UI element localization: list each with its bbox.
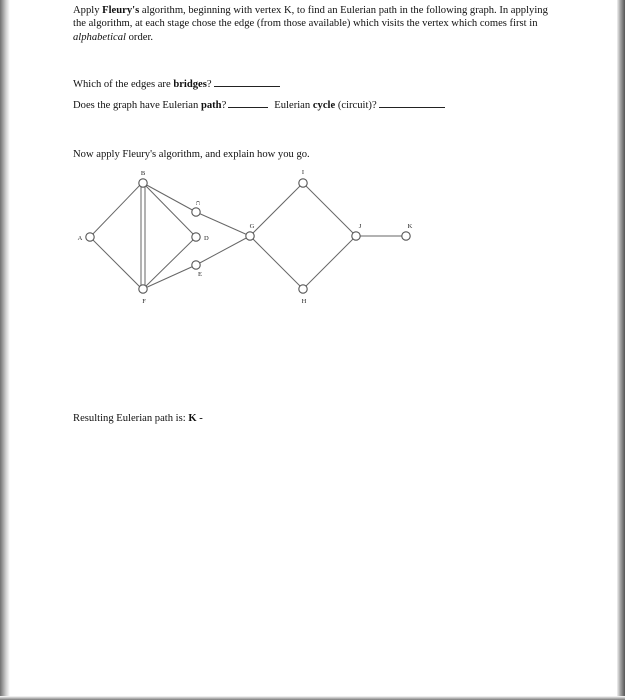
graph-diagram	[60, 160, 420, 320]
vertex-A	[86, 233, 94, 241]
vertex-F	[139, 285, 147, 293]
vertex-K	[402, 232, 410, 240]
alphabetical-italic: alphabetical	[73, 31, 126, 43]
edge-A-B	[90, 183, 142, 237]
intro-paragraph: Apply Fleury's algorithm, beginning with vertex K, to find an Eulerian path in the following graph. In applying the algorithm, at each stage chose the edge (from those available) which visits the vertex which comes first in alphabetical order.	[73, 5, 548, 43]
edge-F-D	[143, 237, 196, 289]
vertex-J	[352, 232, 360, 240]
vertex-E	[192, 261, 200, 269]
result-line: Resulting Eulerian path is: K -	[73, 413, 203, 424]
page-bottom-edge	[0, 696, 625, 700]
label-E: E	[198, 271, 202, 278]
cycle-question: Eulerian cycle (circuit)?	[274, 100, 377, 111]
label-H: H	[301, 298, 307, 305]
vertex-D	[192, 233, 200, 241]
label-K: K	[407, 223, 413, 230]
label-D: D	[204, 235, 209, 242]
label-A: A	[77, 235, 83, 242]
vertex-G	[246, 232, 254, 240]
label-G: G	[249, 223, 255, 230]
vertex-B	[139, 179, 147, 187]
label-F: F	[142, 298, 146, 305]
label-I: I	[301, 169, 305, 176]
label-J: J	[358, 223, 362, 230]
label-C: C	[194, 200, 201, 206]
fleury-bold: Fleury's	[102, 5, 140, 16]
edge-G-H	[250, 236, 303, 289]
graph-labels	[78, 169, 413, 305]
edge-A-F	[90, 237, 142, 289]
result-start-vertex: K -	[188, 413, 203, 424]
vertex-I	[299, 179, 307, 187]
edge-F-E	[143, 265, 196, 289]
label-B: B	[140, 170, 146, 177]
edge-B-C	[143, 183, 196, 212]
edge-B-D	[143, 183, 196, 237]
path-question: Does the graph have Eulerian path?	[73, 100, 227, 111]
path-answer-blank[interactable]	[228, 98, 268, 108]
page-right-edge	[617, 0, 625, 700]
vertex-H	[299, 285, 307, 293]
vertex-C	[192, 208, 200, 216]
instruction-text: Now apply Fleury's algorithm, and explain how you go.	[73, 149, 310, 160]
edge-G-I	[250, 183, 303, 236]
bridges-question: Which of the edges are bridges?	[73, 77, 280, 91]
edge-H-J	[303, 236, 356, 289]
edge-I-J	[303, 183, 356, 236]
bridges-answer-blank[interactable]	[214, 77, 280, 87]
cycle-answer-blank[interactable]	[379, 98, 445, 108]
path-cycle-question	[73, 98, 445, 112]
edge-C-G	[196, 212, 250, 236]
page-left-edge	[0, 0, 10, 700]
